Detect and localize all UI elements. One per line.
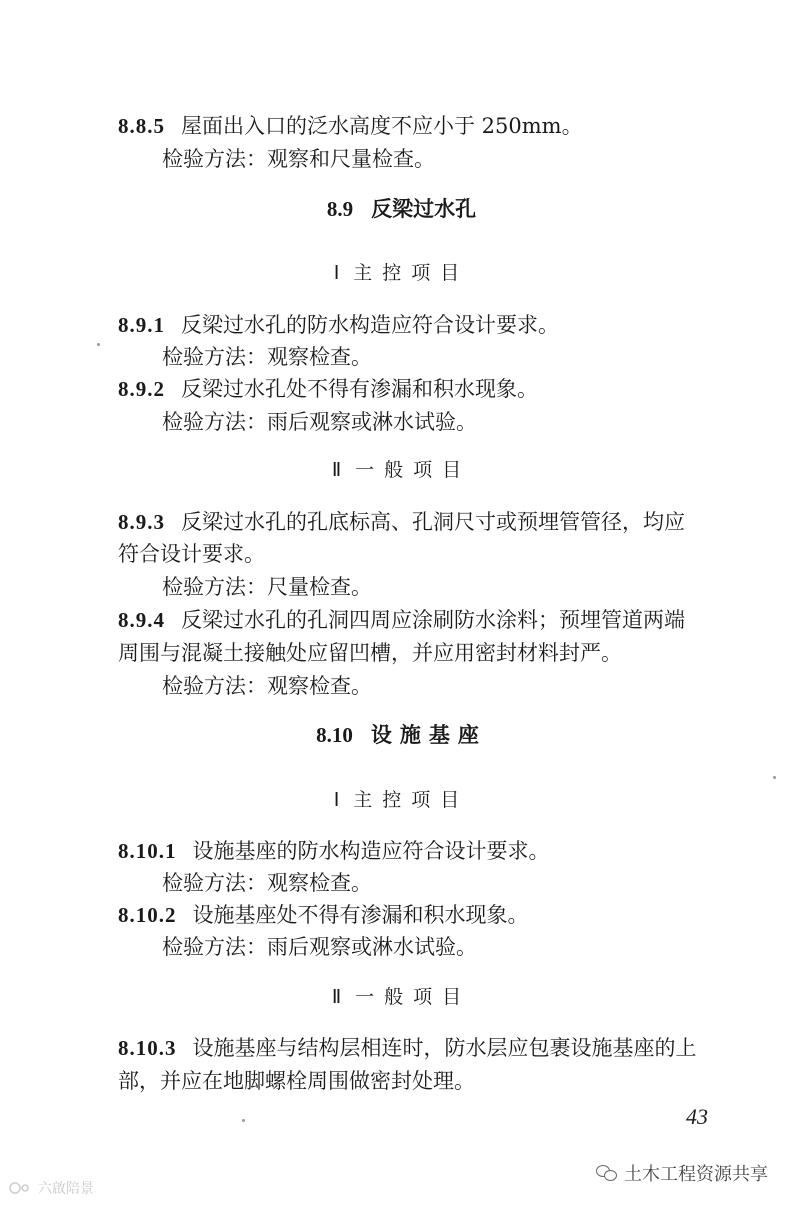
clause-text: 设施基座与结构层相连时，防水层应包裹设施基座的上 [192, 1036, 697, 1060]
subheading-text: 一般项目 [355, 986, 472, 1008]
section-number: 8.10 [316, 723, 353, 747]
clause-number: 8.10.3 [118, 1036, 177, 1060]
clause-8-9-1 [118, 310, 559, 340]
inspection-method: 检验方法：观察检查。 [162, 871, 372, 895]
clause-text: 屋面出入口的泛水高度不应小于 250mm。 [181, 114, 583, 138]
section-number: 8.9 [326, 197, 354, 221]
clause-8-8-5 [118, 111, 583, 141]
clause-text: 反梁过水孔处不得有渗漏和积水现象。 [181, 377, 538, 401]
subheading-main-control [0, 785, 803, 816]
clause-continuation: 符合设计要求。 [118, 542, 265, 566]
scan-speck [773, 776, 776, 779]
subheading-general [0, 982, 803, 1013]
clause-number: 8.10.1 [118, 839, 177, 863]
scan-speck [242, 1119, 245, 1122]
watermark-text: 土木工程资源共享 [624, 1164, 768, 1185]
watermark-right [596, 1160, 768, 1186]
section-title: 反梁过水孔 [371, 196, 477, 221]
roman-numeral: Ⅰ [333, 790, 340, 811]
roman-numeral: Ⅱ [331, 460, 342, 481]
clause-8-10-1 [118, 836, 550, 866]
subheading-main-control [0, 258, 803, 289]
clause-text: 设施基座的防水构造应符合设计要求。 [192, 839, 550, 863]
subheading-text: 主控项目 [353, 789, 470, 811]
clause-text: 反梁过水孔的防水构造应符合设计要求。 [181, 313, 559, 337]
clause-number: 8.9.4 [118, 608, 165, 632]
clause-text: 反梁过水孔的孔洞四周应涂刷防水涂料；预埋管道两端 [181, 608, 685, 632]
section-heading-8-10 [0, 720, 803, 750]
inspection-method: 检验方法：观察检查。 [162, 674, 372, 698]
clause-text: 设施基座处不得有渗漏和积水现象。 [192, 903, 529, 927]
clause-8-9-2 [118, 374, 538, 404]
inspection-method: 检验方法：观察检查。 [162, 345, 372, 369]
subheading-general [0, 455, 803, 486]
clause-text: 反梁过水孔的孔底标高、孔洞尺寸或预埋管管径，均应 [181, 510, 685, 534]
watermark-logo-icon [8, 1181, 34, 1195]
clause-number: 8.9.2 [118, 377, 165, 401]
watermark-left [8, 1178, 94, 1198]
clause-8-9-4 [118, 605, 685, 635]
inspection-method: 检验方法：观察和尺量检查。 [162, 147, 435, 171]
inspection-method: 检验方法：雨后观察或淋水试验。 [162, 935, 477, 959]
clause-8-9-3 [118, 507, 685, 537]
subheading-text: 主控项目 [353, 262, 470, 284]
clause-8-10-2 [118, 900, 529, 930]
clause-number: 8.8.5 [118, 114, 165, 138]
watermark-text: 六啟陪景 [38, 1181, 94, 1197]
clause-8-10-3 [118, 1033, 697, 1063]
clause-number: 8.10.2 [118, 903, 177, 927]
inspection-method: 检验方法：尺量检查。 [162, 575, 372, 599]
clause-continuation: 周围与混凝土接触处应留凹槽，并应用密封材料封严。 [118, 641, 622, 665]
inspection-method: 检验方法：雨后观察或淋水试验。 [162, 410, 477, 434]
scan-speck [97, 343, 100, 346]
section-heading-8-9 [0, 194, 803, 224]
clause-number: 8.9.3 [118, 510, 165, 534]
clause-number: 8.9.1 [118, 313, 165, 337]
roman-numeral: Ⅱ [331, 987, 342, 1008]
page-number: 43 [686, 1104, 708, 1129]
wechat-icon [596, 1164, 618, 1182]
subheading-text: 一般项目 [355, 459, 472, 481]
roman-numeral: Ⅰ [333, 263, 340, 284]
clause-continuation: 部，并应在地脚螺栓周围做密封处理。 [118, 1069, 475, 1093]
section-title: 设施基座 [370, 722, 487, 747]
